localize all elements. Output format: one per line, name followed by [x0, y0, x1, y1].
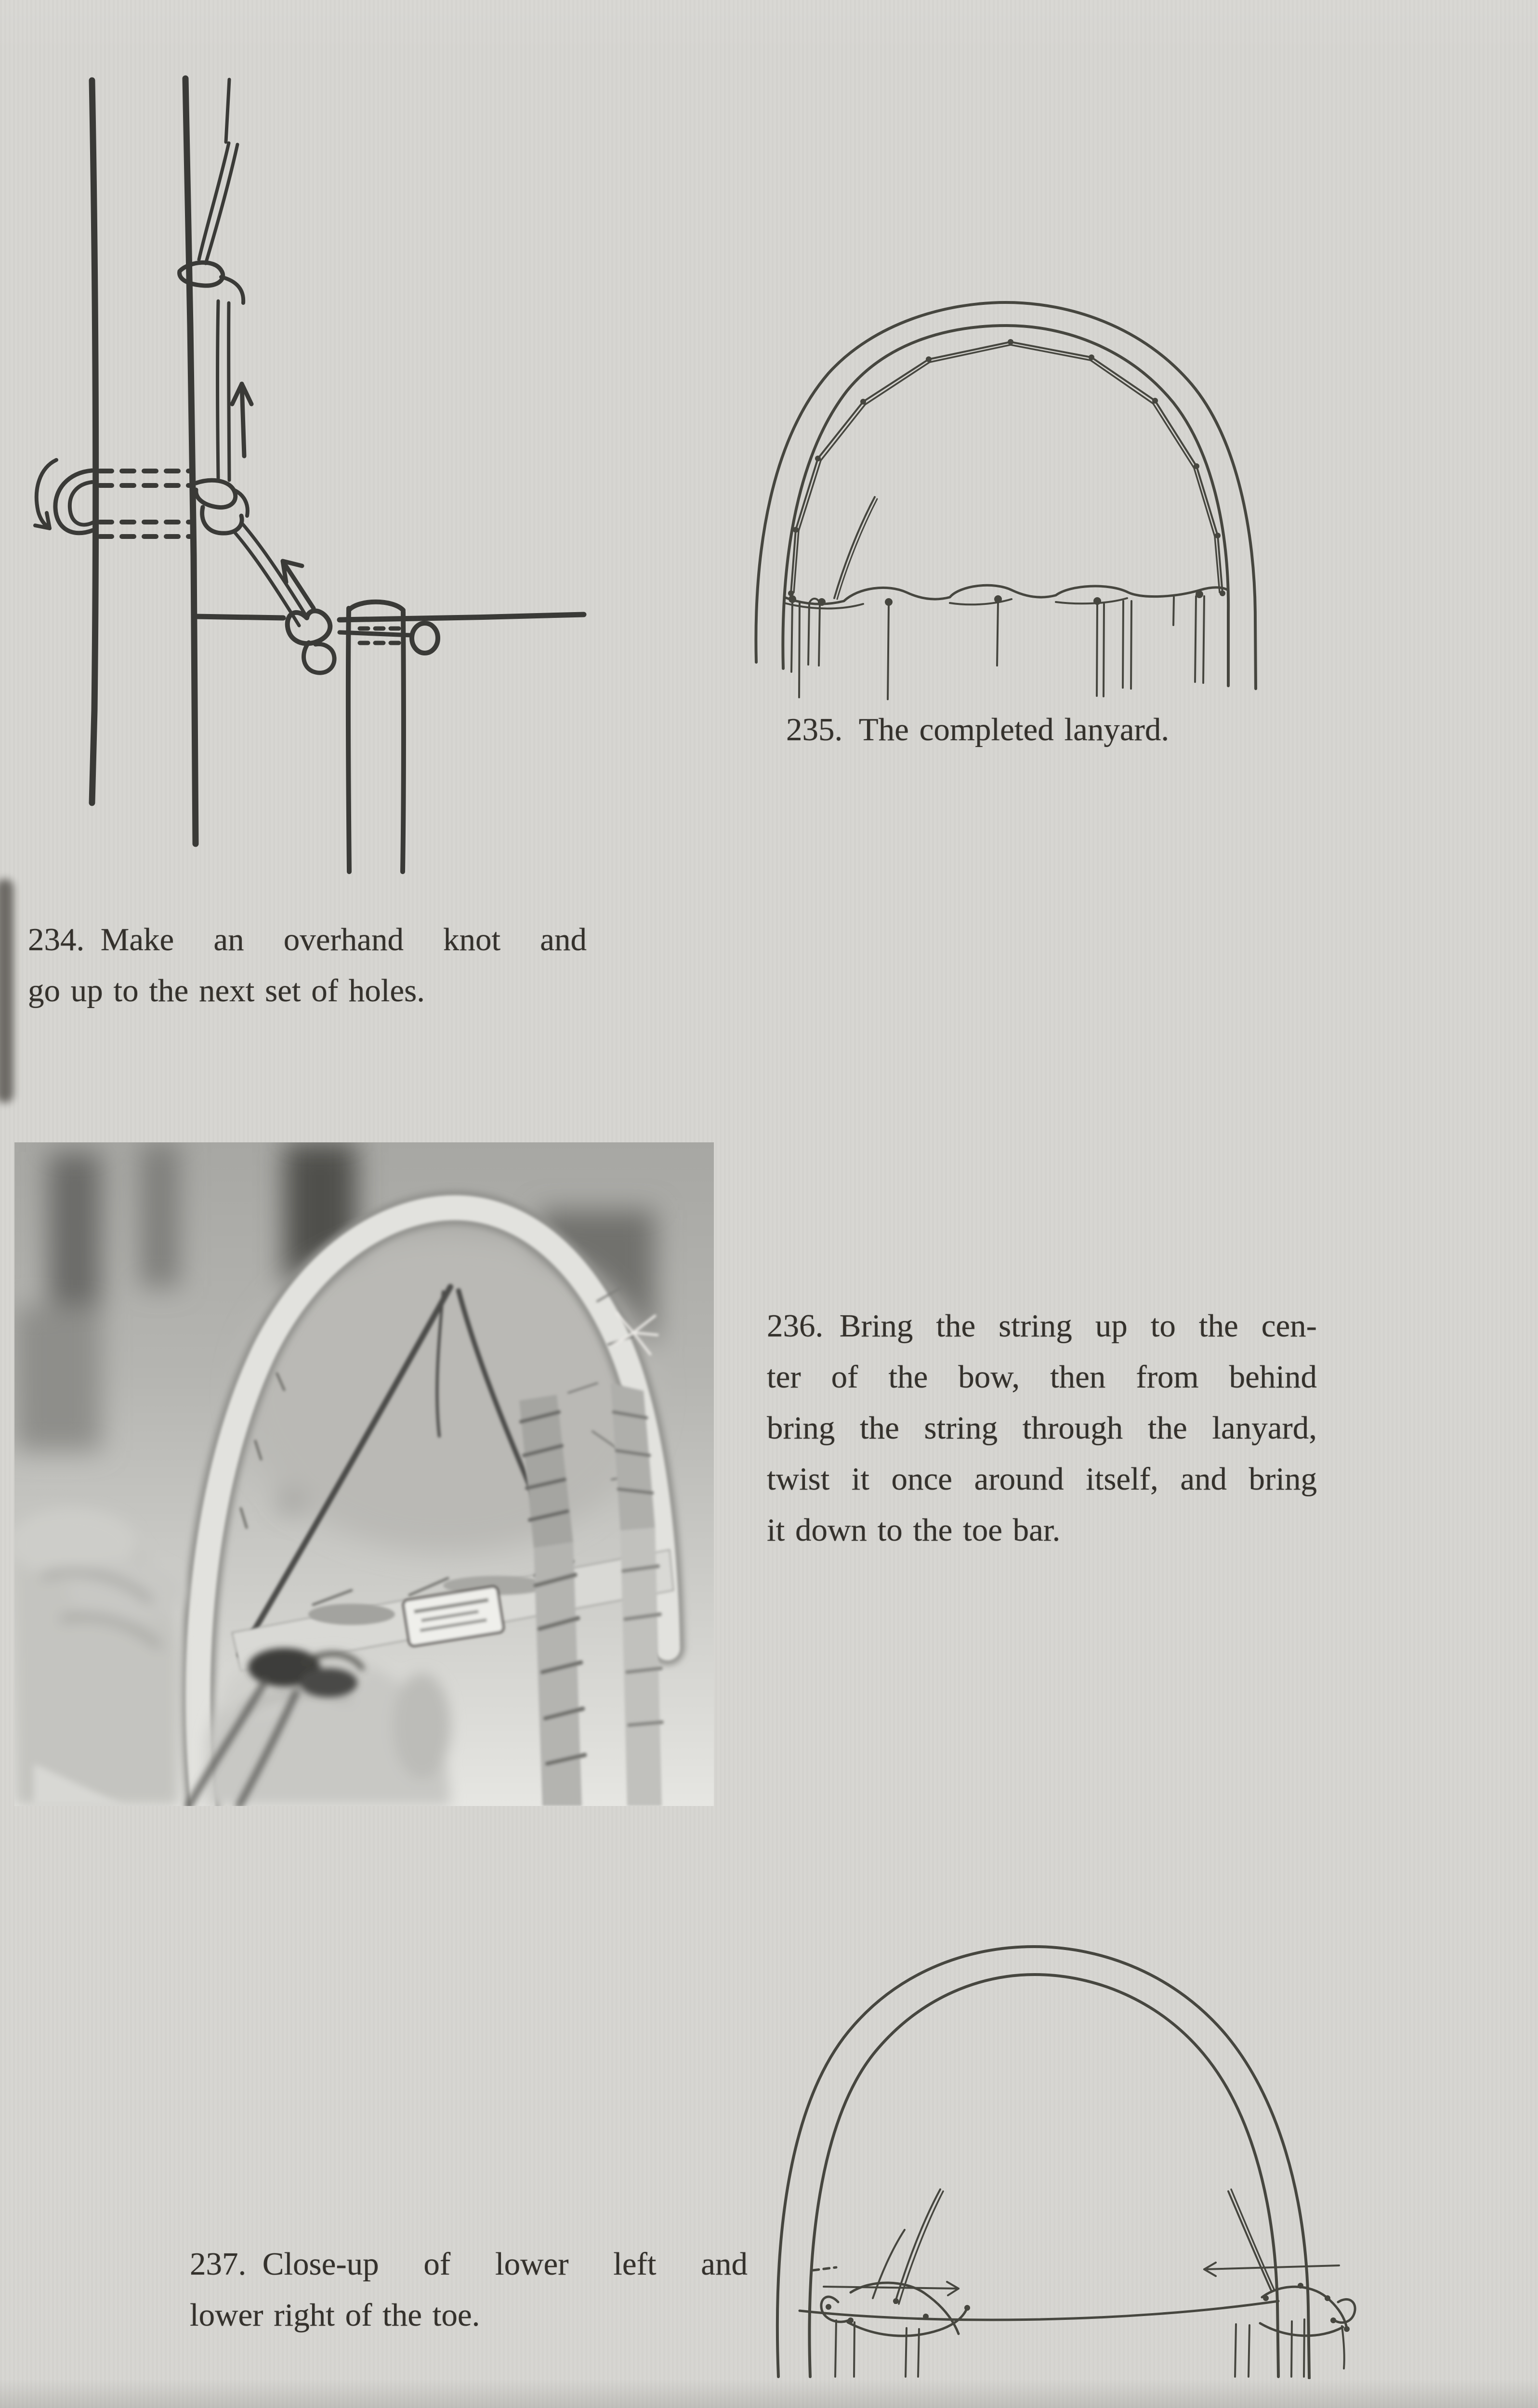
lanyard-cord	[788, 339, 1225, 596]
figure-236-caption	[767, 1300, 1317, 1556]
caption-line: lower right of the toe.	[190, 2297, 480, 2333]
frame-inner-rail	[185, 79, 196, 844]
bow-outer-arch	[777, 1947, 1309, 2378]
lanyard-knots	[788, 339, 1225, 596]
toe-bar-line	[196, 615, 584, 620]
rotate-arrow	[35, 460, 56, 528]
figure-235-caption	[786, 704, 1258, 755]
caption-line: 234. Make an overhand knot and	[28, 922, 587, 957]
bow-outer-arch	[756, 302, 1256, 689]
toe-strap	[348, 602, 404, 872]
hanging-straps	[835, 2319, 1304, 2377]
figure-234-caption	[28, 914, 587, 1016]
caption-line: twist it once around itself, and bring	[767, 1461, 1317, 1497]
loose-string-end	[834, 497, 877, 599]
middle-overhand-knot	[196, 480, 248, 533]
caption-line: go up to the next set of holes.	[28, 973, 425, 1008]
figure-237-caption	[190, 2238, 748, 2341]
right-toe-knot	[1204, 2189, 1355, 2369]
caption-line: 237. Close-up of lower left and	[190, 2246, 748, 2282]
caption-line: ter of the bow, then from behind	[767, 1359, 1317, 1395]
frame-left-rail	[92, 80, 96, 803]
caption-line: bring the string through the lanyard,	[767, 1410, 1317, 1446]
figure-234-drawing	[26, 75, 701, 874]
string-through-strap	[340, 632, 411, 635]
left-loop	[55, 471, 93, 533]
hole-dashes-upper	[100, 471, 191, 485]
page-bottom-shade	[0, 2379, 1538, 2408]
hole-dashes-lower	[100, 522, 193, 537]
bow-inner-arch	[783, 326, 1228, 686]
figure-235-drawing	[742, 279, 1272, 713]
caption-line: it down to the toe bar.	[767, 1512, 1061, 1548]
string-end-ring	[412, 623, 438, 653]
caption-line: 236. Bring the string up to the cen-	[767, 1308, 1317, 1344]
scan-edge-shadow	[0, 879, 13, 1103]
figure-236-photo	[14, 1142, 714, 1806]
hanging-straps	[791, 596, 1204, 699]
up-arrow	[232, 384, 251, 456]
caption-line: 235. The completed lanyard.	[786, 712, 1170, 747]
toe-bar-line	[800, 2301, 1278, 2320]
figure-237-drawing	[751, 1922, 1378, 2379]
